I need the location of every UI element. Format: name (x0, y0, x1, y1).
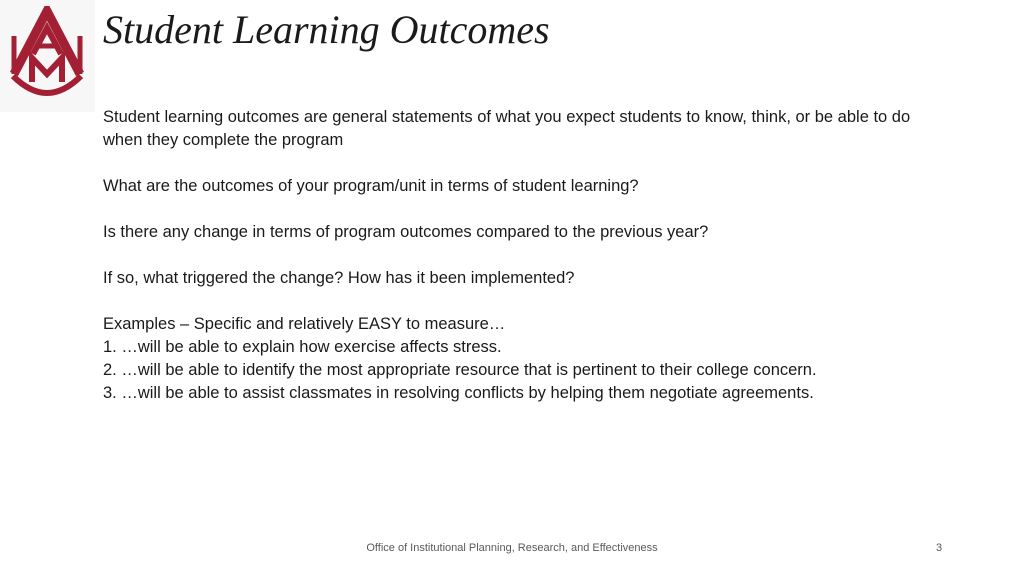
example-item: 2. …will be able to identify the most appropriate resource that is pertinent to their college concern. (103, 361, 817, 379)
question-trigger: If so, what triggered the change? How has it been implemented? (103, 269, 575, 287)
slide-content (103, 106, 953, 405)
footer-office-name: Office of Institutional Planning, Research, and Effectiveness (366, 542, 658, 554)
examples-section (103, 313, 953, 405)
question-outcomes: What are the outcomes of your program/unit in terms of student learning? (103, 177, 639, 195)
examples-heading: Examples – Specific and relatively EASY to measure… (103, 315, 506, 333)
definition-paragraph: Student learning outcomes are general statements of what you expect students to know, think, or be able to do when they complete the program (103, 108, 911, 149)
page-number: 3 (936, 542, 943, 554)
question-change: Is there any change in terms of program outcomes compared to the previous year? (103, 223, 709, 241)
slide-title: Student Learning Outcomes (103, 7, 550, 52)
example-item: 3. …will be able to assist classmates in resolving conflicts by helping them negotiate agreements. (103, 384, 814, 402)
logo-container (0, 0, 95, 112)
aamu-logo-icon (8, 6, 86, 102)
example-item: 1. …will be able to explain how exercise affects stress. (103, 338, 502, 356)
